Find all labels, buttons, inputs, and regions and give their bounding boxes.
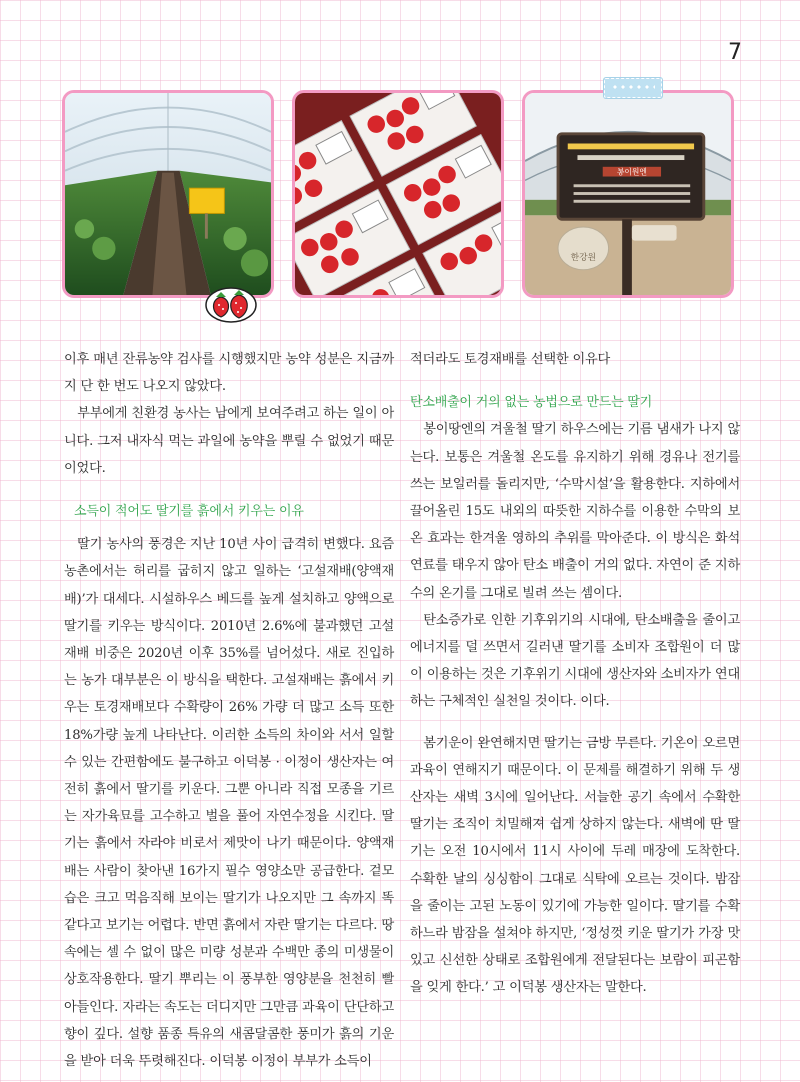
right-paragraph-4: 봄기운이 완연해지면 딸기는 금방 무른다. 기온이 오르면 과육이 연해지기 때문이다. 이 문제를 해결하기 위해 두 생산자는 새벽 3시에 일어난다. 서늘한 공기 속에서 수확한 딸기는 조직이 치밀해져 쉽게 상하지 않는다. 새벽에 딴 딸기는 오전 10시에서 11시 사이에 두레 매장에 도착한다. 수확한 날의 싱싱함이 그대로 식탁에 오르는 것이다. 밤잠을 줄이는 고된 노동이 있기에 가능한 일이다. 딸기를 수확하느라 밤잠을 설쳐야 하지만, ‘정성껏 키운 딸기가 가장 맛있고 신선한 상태로 조합원에게 전달된다는 보람이 피곤함을 잊게 한다.’ 고 이덕봉 생산자는 말한다. <box>410 735 740 996</box>
sign-text: 봉이원엔 <box>616 167 647 177</box>
left-paragraph-3: 딸기 농사의 풍경은 지난 10년 사이 급격히 변했다. 요즘 농촌에서는 허리를 굽히지 않고 일하는 ‘고설재배(양액재배)’가 대세다. 시설하우스 베드를 높게 설치하고 양액으로 딸기를 키우는 방식이다. 2010년 2.6%에 불과했던 고설재배 비중은 2020년 이후 35%를 넘어섰다. 새로 진입하는 농가 대부분은 이 방식을 택한다. 고설재배는 흙에서 키우는 토경재배보다 수확량이 26% 가량 더 많고 소득 또한 18%가량 높게 나타난다. 이러한 소득의 차이와 서서 일할 수 있는 간편함에도 불구하고 이덕봉 · 이정이 생산자는 여전히 흙에서 딸기를 키운다. 그뿐 아니라 직접 모종을 기르는 자가육묘를 고수하고 벌을 풀어 자연수정을 시킨다. 딸기는 흙에서 자라야 비로서 제맛이 나기 때문이다. 양액재배는 사람이 찾아낸 16가지 필수 영양소만 공급한다. 겉모습은 크고 먹음직해 보이는 딸기가 나오지만 그 속까지 똑같다고 보기는 어렵다. 반면 흙에서 자란 딸기는 다르다. 땅속에는 셀 수 없이 많은 미량 성분과 수백만 종의 미생물이 상호작용한다. 딸기 뿌리는 이 풍부한 영양분을 천천히 빨아들인다. 자라는 속도는 더디지만 그만큼 과육이 단단하고 향이 깊다. 설향 품종 특유의 새콤달콤한 풍미가 흙의 기운을 받아 더욱 뚜렷해진다. 이덕봉 이정이 부부가 소득이 <box>64 537 394 1070</box>
stone-text: 한강원 <box>570 253 596 264</box>
right-column <box>410 346 740 1002</box>
strawberry-sticker-icon <box>205 283 257 323</box>
right-subheading: 탄소배출이 거의 없는 농법으로 만드는 딸기 <box>410 395 653 411</box>
right-paragraph-2: 봉이땅엔의 겨울철 딸기 하우스에는 기름 냄새가 나지 않는다. 보통은 겨울철 온도를 유지하기 위해 경유나 전기를 쓰는 보일러를 돌리지만, ‘수막시설’을 활용한다. 지하에서 끌어올린 15도 내외의 따뜻한 지하수를 이용한 수막의 보온 효과는 한겨울 영하의 추위를 막아준다. 이 방식은 화석 연료를 태우지 않아 탄소 배출이 거의 없다. 자연이 준 지하수의 온기를 그대로 빌려 쓰는 셈이다. <box>410 422 740 601</box>
left-paragraph-2: 부부에게 친환경 농사는 남에게 보여주려고 하는 일이 아니다. 그저 내자식 먹는 과일에 농약을 뿌릴 수 없었기 때문이었다. <box>64 406 394 476</box>
photo-greenhouse <box>62 90 274 298</box>
left-paragraph-1: 이후 매년 잔류농약 검사를 시행했지만 농약 성분은 지금까지 단 한 번도 나오지 않았다. <box>64 352 394 395</box>
decorative-tape <box>604 78 662 98</box>
page-number: 7 <box>728 40 742 65</box>
right-paragraph-3: 탄소증가로 인한 기후위기의 시대에, 탄소배출을 줄이고 에너지를 덜 쓰면서 길러낸 딸기를 소비자 조합원이 더 많이 이용하는 것은 기후위기 시대에 생산자와 소비자가 연대하는 구체적인 실천일 것이다. 이다. <box>410 612 740 710</box>
photo-strawberry-trays <box>292 90 504 298</box>
left-column <box>64 346 394 1075</box>
photo-farm-signboard <box>522 90 734 298</box>
right-paragraph-1: 적더라도 토경재배를 선택한 이유다 <box>410 352 611 367</box>
left-subheading: 소득이 적어도 딸기를 흙에서 키우는 이유 <box>74 504 304 520</box>
